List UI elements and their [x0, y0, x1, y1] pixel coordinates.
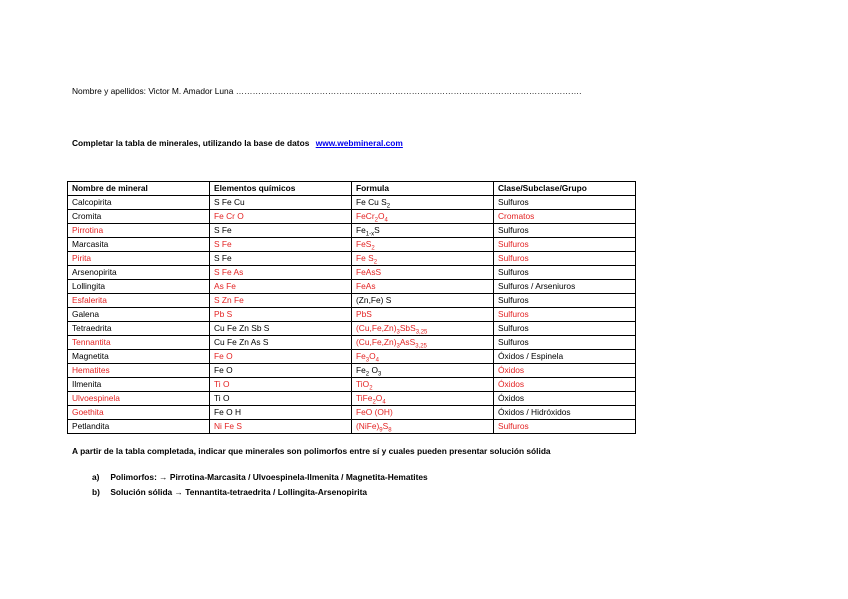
elements-cell: S Zn Fe [210, 294, 352, 308]
formula-cell: $(Cu,Fe,Zn)_3AsS_{3,25}$ [352, 336, 494, 350]
formula-cell: $Fe_{1-x}S$ [352, 224, 494, 238]
class-cell: Sulfuros [494, 322, 636, 336]
class-cell: Sulfuros [494, 420, 636, 434]
mineral-name-cell: Esfalerita [68, 294, 210, 308]
class-cell: Sulfuros [494, 266, 636, 280]
mineral-name-cell: Ulvoespinela [68, 392, 210, 406]
table-row [68, 196, 636, 210]
mineral-name-cell: Calcopirita [68, 196, 210, 210]
table-row [68, 294, 636, 308]
elements-cell: Ti O [210, 392, 352, 406]
table-header-row [68, 182, 636, 196]
table-row [68, 322, 636, 336]
class-cell: Óxidos / Hidróxidos [494, 406, 636, 420]
mineral-name-cell: Pirita [68, 252, 210, 266]
table-row [68, 224, 636, 238]
name-dots: ……………………………………………………………………………………………………………. [235, 86, 582, 96]
table-row [68, 308, 636, 322]
class-cell: Sulfuros [494, 238, 636, 252]
mineral-name-cell: Hematites [68, 364, 210, 378]
formula-cell: $(NiFe)_9S_8$ [352, 420, 494, 434]
mineral-name-cell: Tetraedrita [68, 322, 210, 336]
formula-cell: FeAs [352, 280, 494, 294]
mineral-name-cell: Lollingita [68, 280, 210, 294]
table-row [68, 350, 636, 364]
answer-b [92, 485, 428, 500]
answers-list [92, 470, 428, 500]
elements-cell: Fe O H [210, 406, 352, 420]
table-row [68, 252, 636, 266]
name-value: Victor M. Amador Luna [148, 86, 234, 96]
formula-cell: $Fe_2$ $O_3$ [352, 364, 494, 378]
elements-cell: S Fe Cu [210, 196, 352, 210]
table-row [68, 280, 636, 294]
formula-cell: FeAsS [352, 266, 494, 280]
elements-cell: Ti O [210, 378, 352, 392]
class-cell: Sulfuros [494, 252, 636, 266]
formula-cell: $TiFe_2O_4$ [352, 392, 494, 406]
mineral-name-cell: Pirrotina [68, 224, 210, 238]
elements-cell: S Fe [210, 238, 352, 252]
answer-a-text: Polimorfos: → Pirrotina-Marcasita / Ulvoespinela-Ilmenita / Magnetita-Hematites [110, 472, 428, 482]
elements-cell: Fe Cr O [210, 210, 352, 224]
mineral-name-cell: Galena [68, 308, 210, 322]
formula-cell: FeS$_2$ [352, 238, 494, 252]
intro-instruction: Completar la tabla de minerales, utilizando la base de datos [72, 138, 310, 148]
formula-cell: Fe Cu $S_2$ [352, 196, 494, 210]
elements-cell: S Fe [210, 252, 352, 266]
table-row [68, 420, 636, 434]
mineral-name-cell: Magnetita [68, 350, 210, 364]
answer-b-label: b) [92, 487, 100, 497]
mineral-name-cell: Tennantita [68, 336, 210, 350]
class-cell: Óxidos [494, 392, 636, 406]
elements-cell: Cu Fe Zn As S [210, 336, 352, 350]
name-label: Nombre y apellidos: [72, 86, 147, 96]
table-row [68, 336, 636, 350]
formula-cell: PbS [352, 308, 494, 322]
table-row [68, 392, 636, 406]
mineral-name-cell: Marcasita [68, 238, 210, 252]
class-cell: Sulfuros [494, 294, 636, 308]
formula-cell: $(Cu,Fe,Zn)_3SbS_{3,25}$ [352, 322, 494, 336]
mineral-name-cell: Cromita [68, 210, 210, 224]
webmineral-link[interactable]: www.webmineral.com [315, 138, 403, 148]
formula-cell: (Zn,Fe) S [352, 294, 494, 308]
formula-cell: FeO (OH) [352, 406, 494, 420]
class-cell: Sulfuros [494, 336, 636, 350]
question-text: A partir de la tabla completada, indicar que minerales son polimorfos entre sí y cuales pueden presentar solución sólida [72, 446, 551, 456]
class-cell: Óxidos [494, 378, 636, 392]
mineral-name-cell: Arsenopirita [68, 266, 210, 280]
mineral-name-cell: Ilmenita [68, 378, 210, 392]
elements-cell: Fe O [210, 350, 352, 364]
table-row [68, 266, 636, 280]
table-row [68, 378, 636, 392]
formula-cell: $Fe_3O_4$ [352, 350, 494, 364]
minerals-table [67, 181, 636, 434]
answer-a [92, 470, 428, 485]
formula-cell: $FeCr_2O_4$ [352, 210, 494, 224]
class-cell: Óxidos / Espinela [494, 350, 636, 364]
class-cell: Sulfuros [494, 224, 636, 238]
class-cell: Sulfuros [494, 196, 636, 210]
elements-cell: S Fe As [210, 266, 352, 280]
class-cell: Sulfuros [494, 308, 636, 322]
elements-cell: Cu Fe Zn Sb S [210, 322, 352, 336]
class-cell: Óxidos [494, 364, 636, 378]
table-row [68, 406, 636, 420]
elements-cell: Ni Fe S [210, 420, 352, 434]
header-formula: Formula [352, 182, 494, 196]
name-line [72, 86, 581, 96]
header-elements: Elementos químicos [210, 182, 352, 196]
elements-cell: Fe O [210, 364, 352, 378]
class-cell: Cromatos [494, 210, 636, 224]
class-cell: Sulfuros / Arseniuros [494, 280, 636, 294]
answer-b-text: Solución sólida → Tennantita-tetraedrita / Lollingita-Arsenopirita [110, 487, 368, 497]
header-class: Clase/Subclase/Grupo [494, 182, 636, 196]
mineral-name-cell: Goethita [68, 406, 210, 420]
table-row [68, 238, 636, 252]
table-row [68, 364, 636, 378]
intro-text [72, 138, 403, 148]
table-row [68, 210, 636, 224]
formula-cell: Fe $S_2$ [352, 252, 494, 266]
formula-cell: TiO$_2$ [352, 378, 494, 392]
header-mineral-name: Nombre de mineral [68, 182, 210, 196]
answer-a-label: a) [92, 472, 100, 482]
elements-cell: S Fe [210, 224, 352, 238]
elements-cell: Pb S [210, 308, 352, 322]
elements-cell: As Fe [210, 280, 352, 294]
mineral-name-cell: Petlandita [68, 420, 210, 434]
